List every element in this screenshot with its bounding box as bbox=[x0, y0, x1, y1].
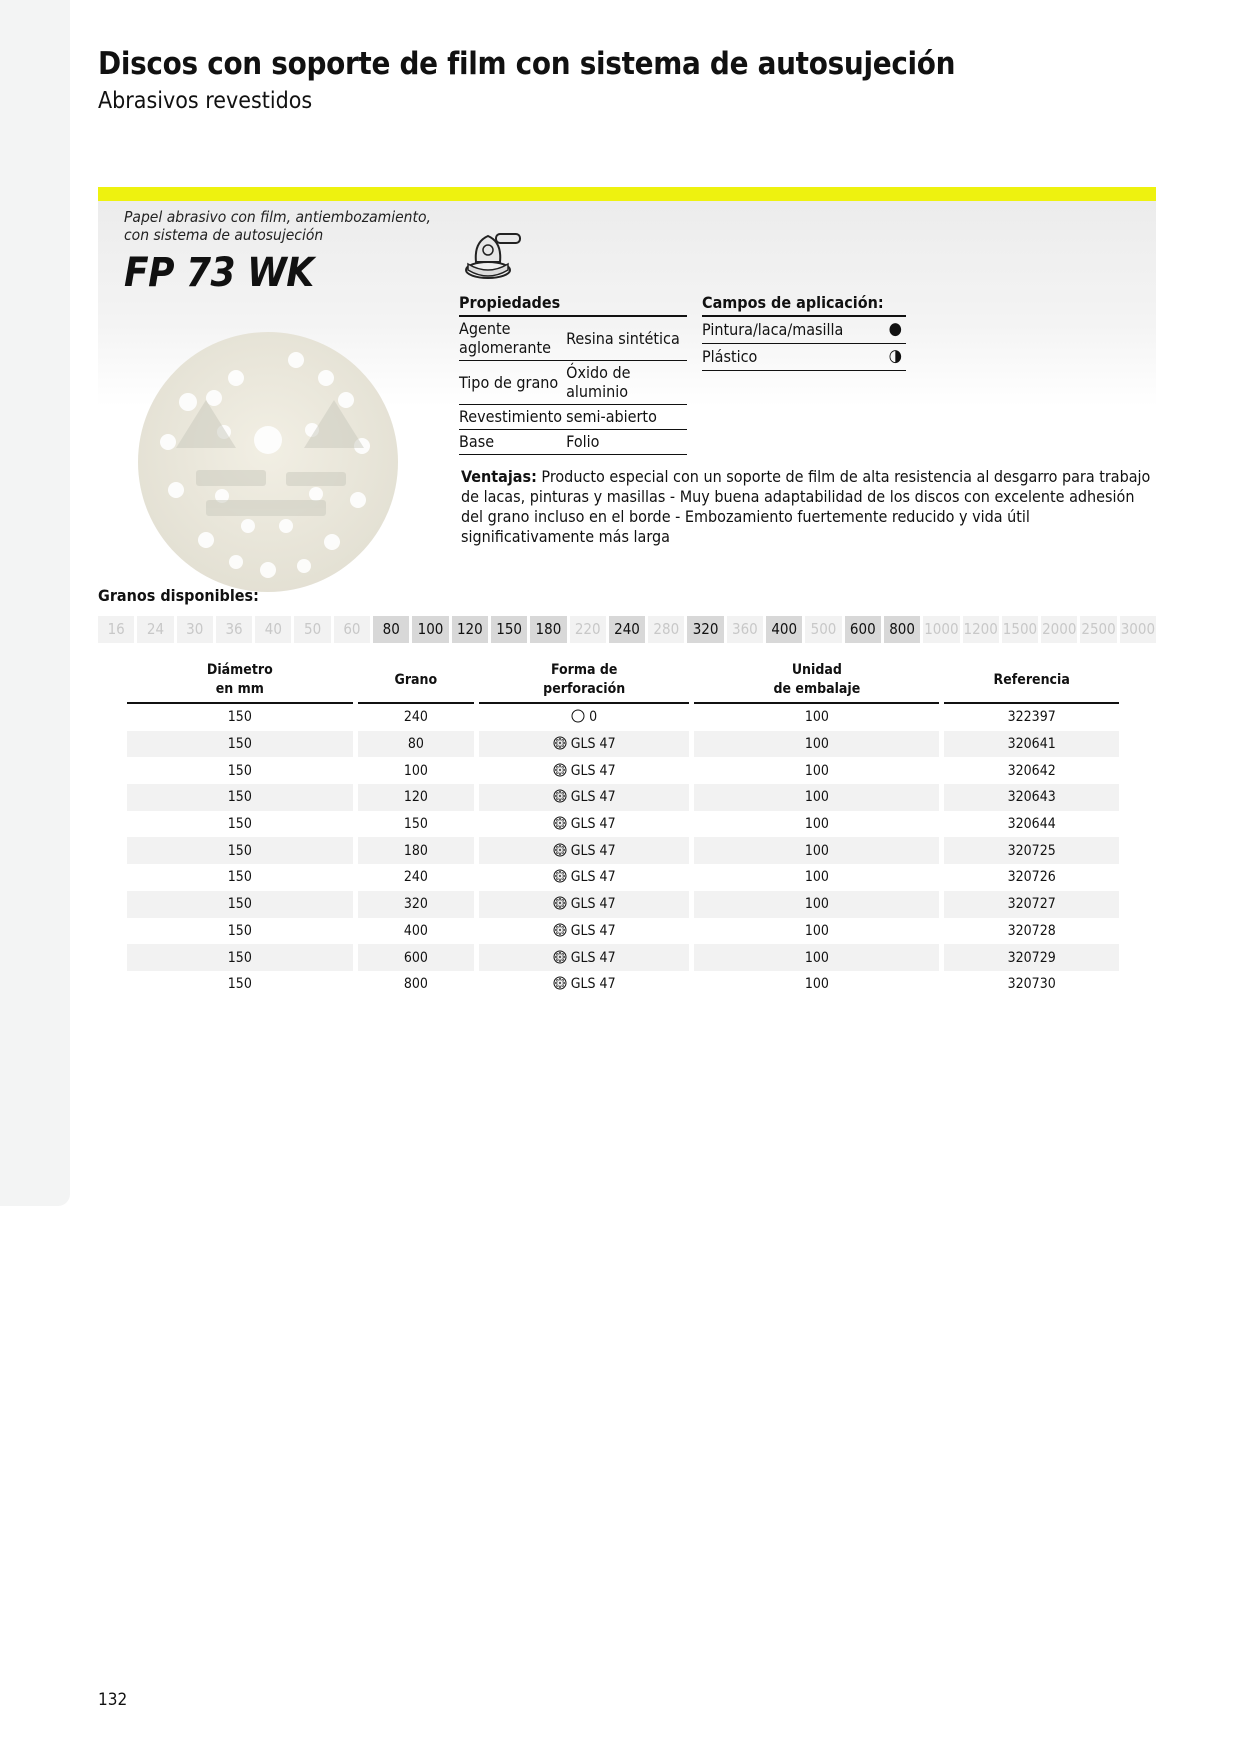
grain-chip-800: 800 bbox=[884, 616, 920, 643]
shape-label: GLS 47 bbox=[570, 896, 616, 913]
cell-grain: 120 bbox=[358, 784, 474, 811]
multi-hole-disc-icon bbox=[553, 789, 567, 803]
cell-reference: 320728 bbox=[1007, 922, 1056, 939]
product-description-line2: con sistema de autosujeción bbox=[124, 226, 324, 244]
multi-hole-disc-icon bbox=[553, 816, 567, 830]
cell-shape bbox=[479, 891, 689, 918]
cell-shape bbox=[479, 811, 689, 838]
shape-label: GLS 47 bbox=[570, 736, 616, 753]
property-value: semi-abierto bbox=[566, 405, 687, 430]
cell-grain: 800 bbox=[403, 976, 428, 993]
page-subtitle: Abrasivos revestidos bbox=[98, 88, 313, 114]
application-label: Plástico bbox=[702, 344, 882, 371]
cell-reference: 320726 bbox=[1007, 869, 1056, 886]
grain-chip-400: 400 bbox=[766, 616, 802, 643]
grain-chip-150: 150 bbox=[491, 616, 527, 643]
multi-hole-disc-icon bbox=[553, 896, 567, 910]
applications-table bbox=[702, 291, 906, 371]
grain-chip-3000: 3000 bbox=[1120, 616, 1156, 643]
cell-reference: 322397 bbox=[1007, 709, 1056, 726]
grain-chip-2000: 2000 bbox=[1041, 616, 1077, 643]
application-row bbox=[702, 344, 906, 371]
property-row bbox=[459, 405, 687, 430]
advantages-label: Ventajas: bbox=[461, 467, 537, 486]
property-key: Revestimiento bbox=[459, 405, 566, 430]
header-diameter-line1: Diámetro bbox=[206, 662, 273, 678]
grain-chip-240: 240 bbox=[609, 616, 645, 643]
cell-grain: 600 bbox=[358, 944, 474, 971]
cell-diameter: 150 bbox=[227, 922, 252, 939]
header-reference: Referencia bbox=[944, 660, 1119, 704]
cell-unit: 100 bbox=[804, 709, 829, 726]
product-name: FP 73 WK bbox=[124, 250, 314, 296]
cell-shape bbox=[479, 918, 689, 945]
shape-label: GLS 47 bbox=[570, 922, 616, 939]
header-shape bbox=[479, 660, 689, 704]
property-key: Tipo de grano bbox=[459, 361, 566, 405]
cell-grain: 240 bbox=[403, 869, 428, 886]
properties-title: Propiedades bbox=[459, 291, 687, 316]
side-strip bbox=[0, 0, 70, 1206]
cell-shape bbox=[479, 704, 689, 731]
grain-chip-100: 100 bbox=[412, 616, 448, 643]
cell-grain: 100 bbox=[403, 762, 428, 779]
table-body bbox=[127, 704, 1119, 998]
grain-chip-500: 500 bbox=[805, 616, 841, 643]
header-diameter-line2: en mm bbox=[215, 681, 264, 697]
property-key: Agente aglomerante bbox=[459, 316, 566, 361]
cell-unit: 100 bbox=[804, 976, 829, 993]
cell-unit: 100 bbox=[694, 891, 939, 918]
cell-reference: 320642 bbox=[1007, 762, 1056, 779]
cell-reference: 320725 bbox=[944, 837, 1119, 864]
cell-shape bbox=[479, 971, 689, 998]
table-row bbox=[127, 784, 1119, 811]
cell-grain: 180 bbox=[358, 837, 474, 864]
grain-chip-16: 16 bbox=[98, 616, 134, 643]
cell-shape bbox=[479, 944, 689, 971]
multi-hole-disc-icon bbox=[553, 843, 567, 857]
full-circle-icon: ● bbox=[882, 316, 906, 344]
multi-hole-disc-icon bbox=[553, 923, 567, 937]
cell-diameter: 150 bbox=[227, 869, 252, 886]
orbital-sander-icon bbox=[462, 224, 524, 282]
grain-chip-1500: 1500 bbox=[1002, 616, 1038, 643]
cell-grain: 400 bbox=[403, 922, 428, 939]
shape-label: GLS 47 bbox=[570, 842, 616, 859]
table-row bbox=[127, 837, 1119, 864]
shape-label: GLS 47 bbox=[570, 976, 616, 993]
cell-grain: 150 bbox=[403, 816, 428, 833]
grain-chip-600: 600 bbox=[845, 616, 881, 643]
advantages-body: Producto especial con un soporte de film de alta resistencia al desgarro para trabajo de lacas, pinturas y masillas - Muy buena adaptabilidad de los discos con excelente adhesión del grano incluso en el borde - Embozamiento fuertemente reducido y vida útil significativamente más larga bbox=[461, 467, 1151, 546]
table-row bbox=[127, 704, 1119, 731]
cell-diameter: 150 bbox=[227, 762, 252, 779]
grains-title: Granos disponibles: bbox=[98, 586, 259, 605]
cell-reference: 320643 bbox=[944, 784, 1119, 811]
cell-shape bbox=[479, 784, 689, 811]
cell-shape bbox=[479, 731, 689, 758]
cell-diameter: 150 bbox=[227, 816, 252, 833]
shape-label: GLS 47 bbox=[570, 869, 616, 886]
cell-unit: 100 bbox=[804, 816, 829, 833]
header-diameter bbox=[127, 660, 353, 704]
grain-chip-30: 30 bbox=[177, 616, 213, 643]
property-row bbox=[459, 361, 687, 405]
product-description bbox=[124, 208, 431, 244]
product-table bbox=[122, 660, 1124, 998]
cell-reference: 320730 bbox=[1007, 976, 1056, 993]
product-description-line1: Papel abrasivo con film, antiembozamiento, bbox=[124, 208, 431, 226]
shape-label: GLS 47 bbox=[570, 816, 616, 833]
application-label: Pintura/laca/masilla bbox=[702, 316, 882, 344]
grain-chip-40: 40 bbox=[255, 616, 291, 643]
cell-shape bbox=[479, 864, 689, 891]
header-unit-line1: Unidad bbox=[791, 662, 842, 678]
shape-label: GLS 47 bbox=[570, 762, 616, 779]
shape-label: GLS 47 bbox=[570, 789, 616, 806]
grain-chip-280: 280 bbox=[648, 616, 684, 643]
table-row bbox=[127, 731, 1119, 758]
page-number: 132 bbox=[98, 1690, 128, 1710]
cell-reference: 320641 bbox=[944, 731, 1119, 758]
grain-chip-180: 180 bbox=[530, 616, 566, 643]
grains-row bbox=[98, 616, 1156, 643]
table-row bbox=[127, 944, 1119, 971]
header-shape-line2: perforación bbox=[543, 681, 626, 697]
cell-unit: 100 bbox=[694, 731, 939, 758]
cell-diameter: 150 bbox=[227, 976, 252, 993]
cell-unit: 100 bbox=[694, 784, 939, 811]
cell-grain: 240 bbox=[403, 709, 428, 726]
cell-diameter: 150 bbox=[127, 837, 353, 864]
property-row bbox=[459, 430, 687, 455]
table-row bbox=[127, 864, 1119, 891]
cell-unit: 100 bbox=[694, 944, 939, 971]
advantages-text bbox=[461, 467, 1151, 547]
grain-chip-1000: 1000 bbox=[923, 616, 959, 643]
grain-chip-80: 80 bbox=[373, 616, 409, 643]
cell-unit: 100 bbox=[804, 869, 829, 886]
table-row bbox=[127, 811, 1119, 838]
cell-reference: 320729 bbox=[944, 944, 1119, 971]
grain-chip-320: 320 bbox=[687, 616, 723, 643]
cell-unit: 100 bbox=[804, 762, 829, 779]
grain-chip-60: 60 bbox=[334, 616, 370, 643]
property-value: Resina sintética bbox=[566, 316, 687, 361]
cell-unit: 100 bbox=[804, 922, 829, 939]
application-row bbox=[702, 316, 906, 344]
property-row bbox=[459, 316, 687, 361]
sanding-disc-image bbox=[136, 330, 400, 594]
page-title: Discos con soporte de film con sistema de autosujeción bbox=[98, 46, 956, 82]
plain-circle-icon bbox=[571, 709, 585, 723]
multi-hole-disc-icon bbox=[553, 869, 567, 883]
accent-bar bbox=[98, 187, 1156, 201]
grain-chip-1200: 1200 bbox=[963, 616, 999, 643]
cell-diameter: 150 bbox=[127, 731, 353, 758]
cell-reference: 320727 bbox=[944, 891, 1119, 918]
property-value: Folio bbox=[566, 430, 687, 455]
multi-hole-disc-icon bbox=[553, 763, 567, 777]
cell-diameter: 150 bbox=[127, 784, 353, 811]
header-grain: Grano bbox=[358, 660, 474, 704]
cell-diameter: 150 bbox=[127, 891, 353, 918]
multi-hole-disc-icon bbox=[553, 976, 567, 990]
table-row bbox=[127, 891, 1119, 918]
cell-grain: 320 bbox=[358, 891, 474, 918]
grain-chip-220: 220 bbox=[570, 616, 606, 643]
header-unit-line2: de embalaje bbox=[773, 681, 861, 697]
grain-chip-120: 120 bbox=[452, 616, 488, 643]
table-row bbox=[127, 757, 1119, 784]
half-circle-icon: ◑ bbox=[882, 344, 906, 371]
header-unit bbox=[694, 660, 939, 704]
grain-chip-2500: 2500 bbox=[1080, 616, 1116, 643]
multi-hole-disc-icon bbox=[553, 950, 567, 964]
cell-reference: 320644 bbox=[1007, 816, 1056, 833]
header-shape-line1: Forma de bbox=[550, 662, 618, 678]
cell-shape bbox=[479, 757, 689, 784]
shape-label: GLS 47 bbox=[570, 949, 616, 966]
grain-chip-24: 24 bbox=[137, 616, 173, 643]
multi-hole-disc-icon bbox=[553, 736, 567, 750]
properties-table bbox=[459, 291, 687, 455]
cell-shape bbox=[479, 837, 689, 864]
cell-diameter: 150 bbox=[127, 944, 353, 971]
table-row bbox=[127, 971, 1119, 998]
shape-label: 0 bbox=[589, 709, 598, 726]
applications-title: Campos de aplicación: bbox=[702, 291, 906, 316]
cell-diameter: 150 bbox=[227, 709, 252, 726]
property-key: Base bbox=[459, 430, 566, 455]
table-row bbox=[127, 918, 1119, 945]
cell-grain: 80 bbox=[358, 731, 474, 758]
grain-chip-360: 360 bbox=[727, 616, 763, 643]
grain-chip-50: 50 bbox=[294, 616, 330, 643]
cell-unit: 100 bbox=[694, 837, 939, 864]
grain-chip-36: 36 bbox=[216, 616, 252, 643]
property-value: Óxido de aluminio bbox=[566, 361, 687, 405]
